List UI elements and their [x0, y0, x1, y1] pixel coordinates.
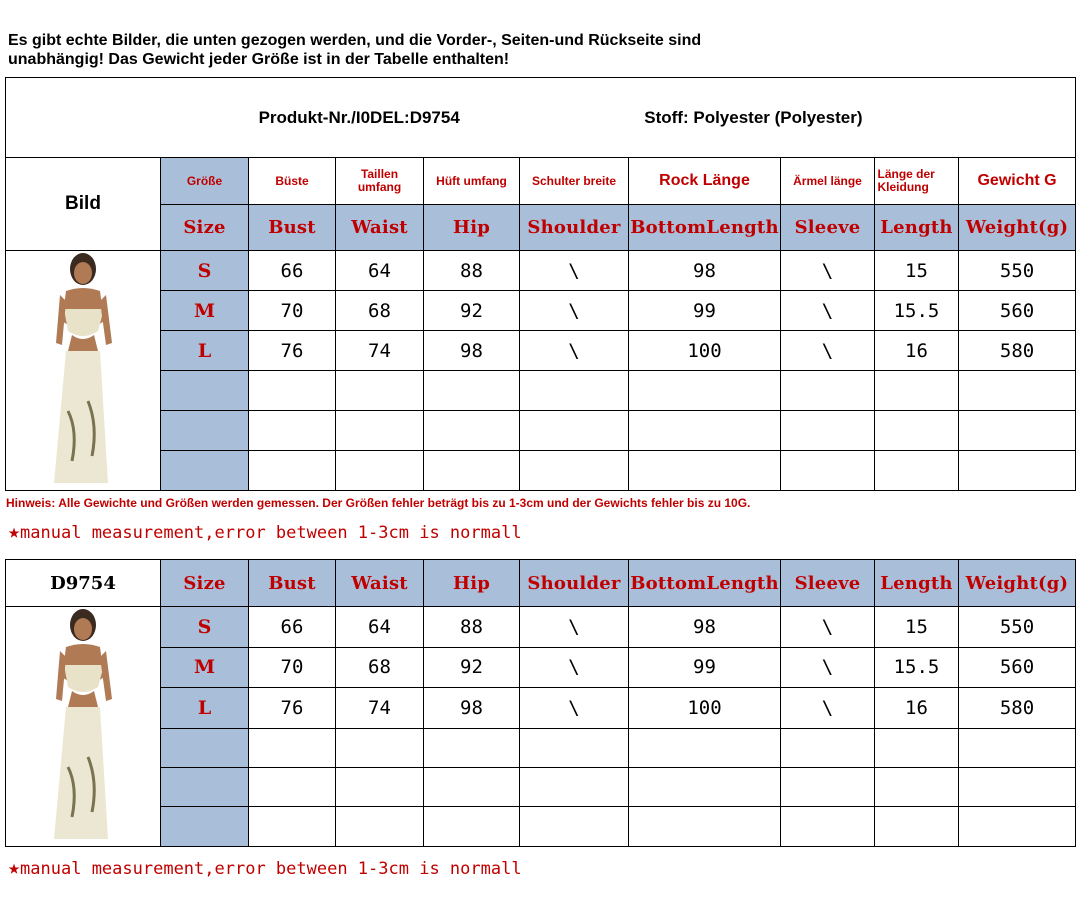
- sleeve-cell: \: [781, 291, 875, 331]
- header-de-bust: Büste: [249, 158, 336, 205]
- empty-row: [6, 411, 1076, 451]
- header-en-bottom: BottomLength: [629, 560, 781, 607]
- shoulder-cell: \: [520, 607, 629, 648]
- length-cell: 15.5: [875, 647, 959, 688]
- star-icon: ★: [8, 855, 21, 879]
- bottom-length-cell: 100: [629, 331, 781, 371]
- product-photo-cell: [6, 251, 161, 491]
- empty-row: [6, 451, 1076, 491]
- waist-cell: 64: [336, 251, 424, 291]
- header-en-hip: Hip: [424, 560, 520, 607]
- size-cell: L: [161, 688, 249, 729]
- empty-row: [6, 371, 1076, 411]
- length-cell: 16: [875, 688, 959, 729]
- star-icon: ★: [8, 519, 21, 543]
- sleeve-cell: \: [781, 647, 875, 688]
- header-de-shoulder: Schulter breite: [520, 158, 629, 205]
- header-de-length: Länge der Kleidung: [875, 158, 959, 205]
- header-en-hip: Hip: [424, 205, 520, 251]
- model-number: D9754: [6, 560, 161, 607]
- weight-cell: 580: [959, 331, 1076, 371]
- fabric-info: Stoff: Polyester (Polyester): [644, 107, 863, 127]
- bottom-length-cell: 98: [629, 607, 781, 648]
- header-en-waist: Waist: [336, 560, 424, 607]
- header-de-bottom: Rock Länge: [629, 158, 781, 205]
- waist-cell: 74: [336, 688, 424, 729]
- bust-cell: 70: [249, 647, 336, 688]
- header-en-length: Length: [875, 205, 959, 251]
- bust-cell: 76: [249, 331, 336, 371]
- size-cell: S: [161, 251, 249, 291]
- weight-cell: 560: [959, 291, 1076, 331]
- length-cell: 15: [875, 607, 959, 648]
- product-photo-cell: [6, 607, 161, 847]
- image-label: Bild: [65, 193, 101, 214]
- header-en-waist: Waist: [336, 205, 424, 251]
- header-en-shoulder: Shoulder: [520, 560, 629, 607]
- empty-row: [6, 767, 1076, 806]
- length-cell: 15.5: [875, 291, 959, 331]
- product-info-row: [6, 78, 1076, 158]
- model-photo: [28, 251, 138, 485]
- weight-cell: 560: [959, 647, 1076, 688]
- sleeve-cell: \: [781, 251, 875, 291]
- size-cell: S: [161, 607, 249, 648]
- manual-measurement-note: [8, 519, 522, 543]
- hip-cell: 98: [424, 688, 520, 729]
- shoulder-cell: \: [520, 291, 629, 331]
- size-cell: L: [161, 331, 249, 371]
- header-en-bust: Bust: [249, 205, 336, 251]
- hip-cell: 88: [424, 607, 520, 648]
- waist-cell: 74: [336, 331, 424, 371]
- intro-line-2: unabhängig! Das Gewicht jeder Größe ist in der Tabelle enthalten!: [8, 51, 510, 68]
- header-en-weight: Weight(g): [959, 560, 1076, 607]
- size-cell: M: [161, 291, 249, 331]
- bottom-length-cell: 99: [629, 291, 781, 331]
- header-de-size: Größe: [161, 158, 249, 205]
- header-de-hip: Hüft umfang: [424, 158, 520, 205]
- header-en-length: Length: [875, 560, 959, 607]
- manual-measurement-note-bottom: [8, 855, 522, 879]
- intro-line-1: Es gibt echte Bilder, die unten gezogen werden, und die Vorder-, Seiten-und Rückseite sind: [8, 32, 702, 49]
- manual-measurement-text: manual measurement,error between 1-3cm is normall: [20, 523, 522, 543]
- weight-cell: 580: [959, 688, 1076, 729]
- shoulder-cell: \: [520, 688, 629, 729]
- manual-measurement-text: manual measurement,error between 1-3cm is normall: [20, 859, 522, 879]
- size-table-secondary: [5, 559, 1076, 847]
- model-photo: [28, 607, 138, 841]
- hip-cell: 98: [424, 331, 520, 371]
- hip-cell: 88: [424, 251, 520, 291]
- image-label-cell: [6, 158, 161, 251]
- sleeve-cell: \: [781, 331, 875, 371]
- bust-cell: 66: [249, 251, 336, 291]
- size-cell: M: [161, 647, 249, 688]
- hip-cell: 92: [424, 647, 520, 688]
- measurement-hint-de: Hinweis: Alle Gewichte und Größen werden gemessen. Der Größen fehler beträgt bis zu 1-3cm und der Gewichts fehler bis zu 10G.: [6, 496, 751, 510]
- length-cell: 16: [875, 331, 959, 371]
- empty-row: [6, 807, 1076, 847]
- bust-cell: 76: [249, 688, 336, 729]
- header-de-sleeve: Ärmel länge: [781, 158, 875, 205]
- header-en-weight: Weight(g): [959, 205, 1076, 251]
- header-en-shoulder: Shoulder: [520, 205, 629, 251]
- header-en-size: Size: [161, 205, 249, 251]
- size-table-main: [5, 77, 1076, 491]
- product-number: Produkt-Nr./I0DEL:D9754: [258, 107, 460, 127]
- length-cell: 15: [875, 251, 959, 291]
- header-de-weight: Gewicht G: [959, 158, 1076, 205]
- bottom-length-cell: 99: [629, 647, 781, 688]
- empty-row: [6, 728, 1076, 767]
- header-de-waist: Taillen umfang: [336, 158, 424, 205]
- hip-cell: 92: [424, 291, 520, 331]
- intro-text: [8, 31, 908, 69]
- header-en-sleeve: Sleeve: [781, 560, 875, 607]
- bust-cell: 70: [249, 291, 336, 331]
- header-en-bottom: BottomLength: [629, 205, 781, 251]
- bottom-length-cell: 100: [629, 688, 781, 729]
- shoulder-cell: \: [520, 251, 629, 291]
- sleeve-cell: \: [781, 607, 875, 648]
- bust-cell: 66: [249, 607, 336, 648]
- weight-cell: 550: [959, 251, 1076, 291]
- waist-cell: 64: [336, 607, 424, 648]
- weight-cell: 550: [959, 607, 1076, 648]
- bottom-length-cell: 98: [629, 251, 781, 291]
- waist-cell: 68: [336, 647, 424, 688]
- shoulder-cell: \: [520, 331, 629, 371]
- header-en-bust: Bust: [249, 560, 336, 607]
- waist-cell: 68: [336, 291, 424, 331]
- header-en-size: Size: [161, 560, 249, 607]
- header-en-sleeve: Sleeve: [781, 205, 875, 251]
- shoulder-cell: \: [520, 647, 629, 688]
- sleeve-cell: \: [781, 688, 875, 729]
